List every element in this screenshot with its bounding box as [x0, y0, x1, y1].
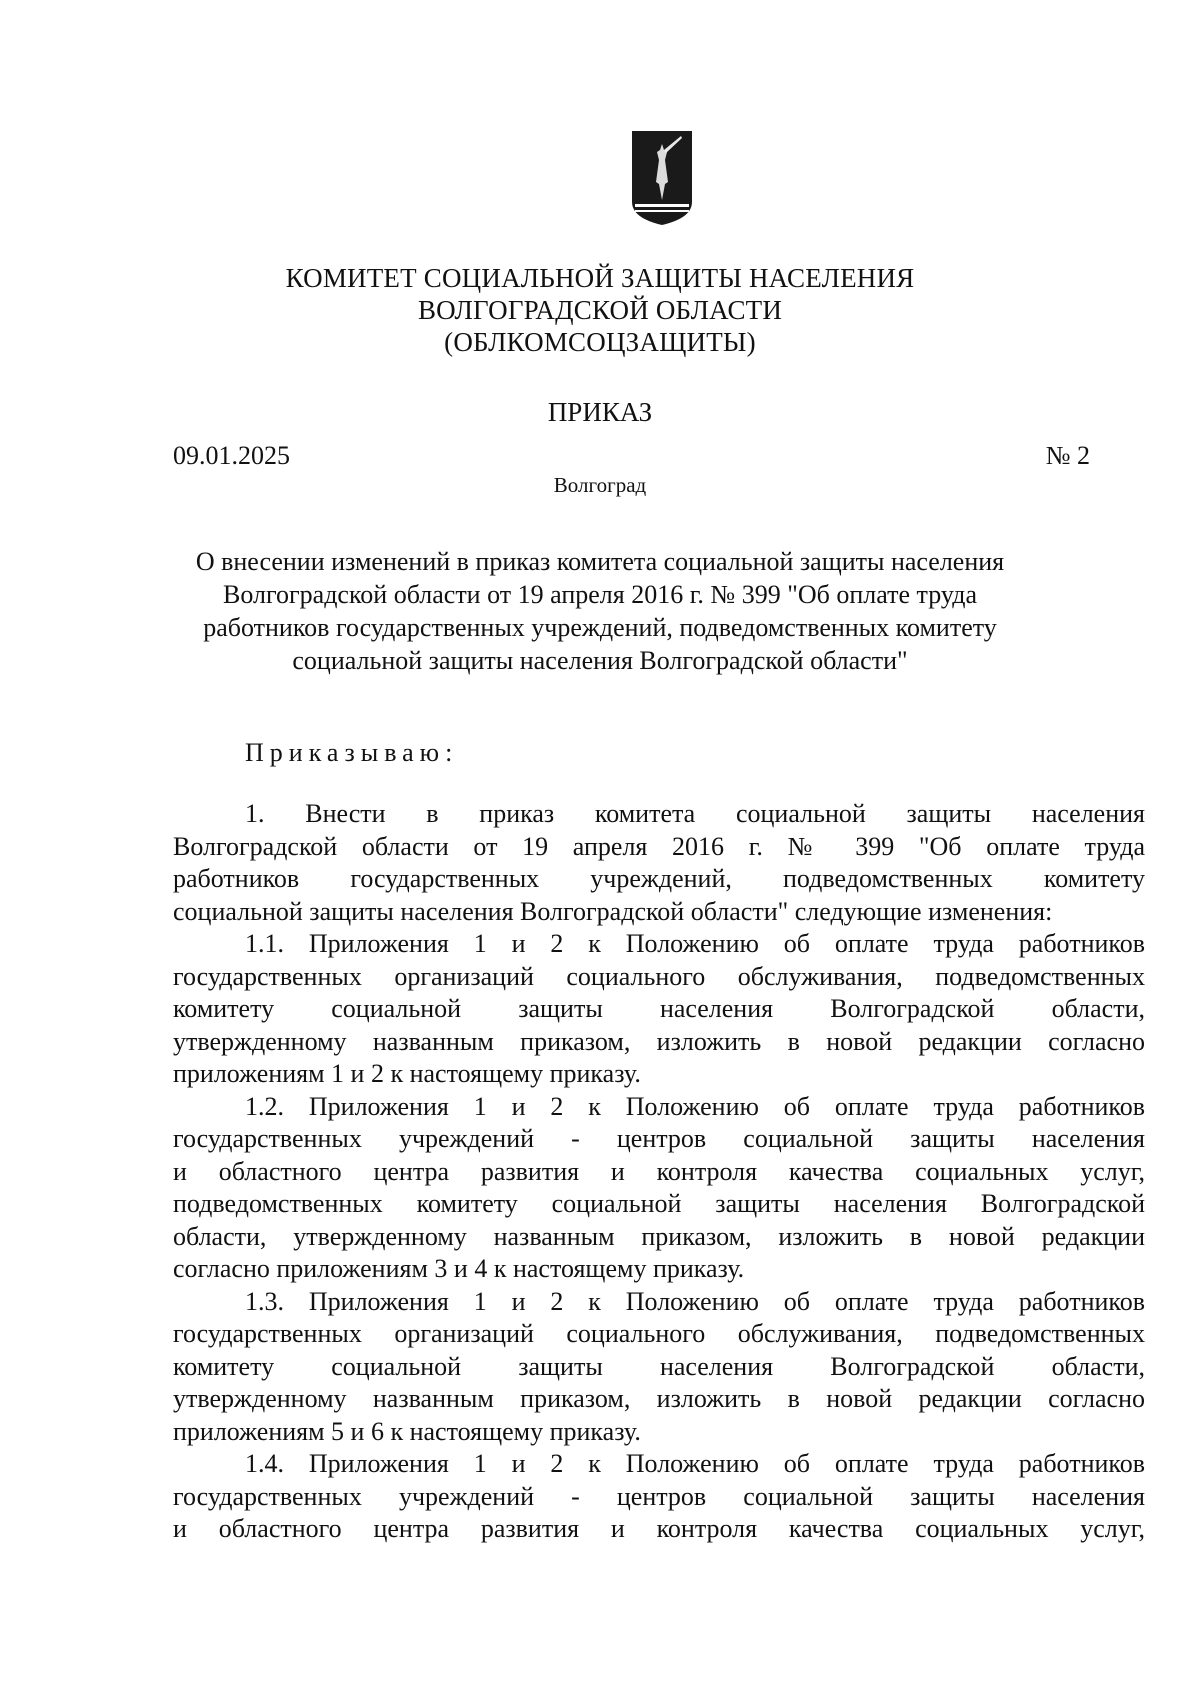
body-line: государственных организаций социального обслуживания, подведомственных: [173, 961, 1145, 991]
body-line: утвержденному названным приказом, изложить в новой редакции согласно: [173, 1384, 1145, 1413]
body-line: комитету социальной защиты населения Волгоградской области,: [173, 1351, 1145, 1381]
body-line: работников государственных учреждений, подведомственных комитету: [173, 864, 1145, 893]
body-line: государственных учреждений - центров социальной защиты населения: [173, 1481, 1145, 1511]
org-line-2: ВОЛГОГРАДСКОЙ ОБЛАСТИ: [417, 295, 783, 325]
body-line: области, утвержденному названным приказом, изложить в новой редакции: [173, 1221, 1145, 1251]
body-line: и областного центра развития и контроля качества социальных услуг,: [173, 1156, 1145, 1186]
body-line: государственных учреждений - центров социальной защиты населения: [173, 1124, 1145, 1153]
body-line: 1. Внести в приказ комитета социальной защиты населения: [245, 799, 1145, 828]
organization-name: [0, 262, 1200, 358]
body-line: 1.4. Приложения 1 и 2 к Положению об оплате труда работников: [245, 1449, 1145, 1478]
document-body: [173, 798, 1145, 1546]
subject-line-4: социальной защиты населения Волгоградской области": [292, 646, 908, 675]
body-line: согласно приложениям 3 и 4 к настоящему приказу.: [173, 1254, 745, 1283]
body-line: подведомственных комитету социальной защиты населения Волгоградской: [173, 1189, 1145, 1218]
body-line: социальной защиты населения Волгоградской области" следующие изменения:: [173, 896, 1053, 926]
document-number: № 2: [1045, 441, 1090, 470]
body-line: комитету социальной защиты населения Волгоградской области,: [173, 994, 1145, 1023]
body-line: государственных организаций социального обслуживания, подведомственных: [173, 1319, 1145, 1348]
coat-of-arms-icon: [631, 130, 693, 226]
document-type: ПРИКАЗ: [547, 397, 653, 427]
document-subject: [0, 545, 1200, 677]
subject-line-1: О внесении изменений в приказ комитета социальной защиты населения: [195, 547, 1005, 576]
body-line: и областного центра развития и контроля качества социальных услуг,: [173, 1514, 1145, 1543]
body-line: приложениям 1 и 2 к настоящему приказу.: [173, 1059, 641, 1088]
document-city: Волгоград: [553, 473, 647, 497]
body-line: 1.3. Приложения 1 и 2 к Положению об оплате труда работников: [245, 1286, 1145, 1316]
order-word: Приказываю:: [245, 738, 459, 767]
org-line-1: КОМИТЕТ СОЦИАЛЬНОЙ ЗАЩИТЫ НАСЕЛЕНИЯ: [285, 263, 915, 293]
body-line: утвержденному названным приказом, изложить в новой редакции согласно: [173, 1026, 1145, 1056]
body-line: Волгоградской области от 19 апреля 2016 г. № 399 "Об оплате труда: [173, 831, 1145, 861]
body-line: приложениям 5 и 6 к настоящему приказу.: [173, 1416, 641, 1446]
org-line-3: (ОБЛКОМСОЦЗАЩИТЫ): [444, 327, 756, 357]
document-date: 09.01.2025: [173, 441, 290, 470]
subject-line-3: работников государственных учреждений, подведомственных комитету: [203, 613, 997, 642]
body-line: 1.1. Приложения 1 и 2 к Положению об оплате труда работников: [245, 929, 1145, 958]
body-line: 1.2. Приложения 1 и 2 к Положению об оплате труда работников: [245, 1091, 1145, 1121]
subject-line-2: Волгоградской области от 19 апреля 2016 г. № 399 "Об оплате труда: [223, 580, 977, 609]
